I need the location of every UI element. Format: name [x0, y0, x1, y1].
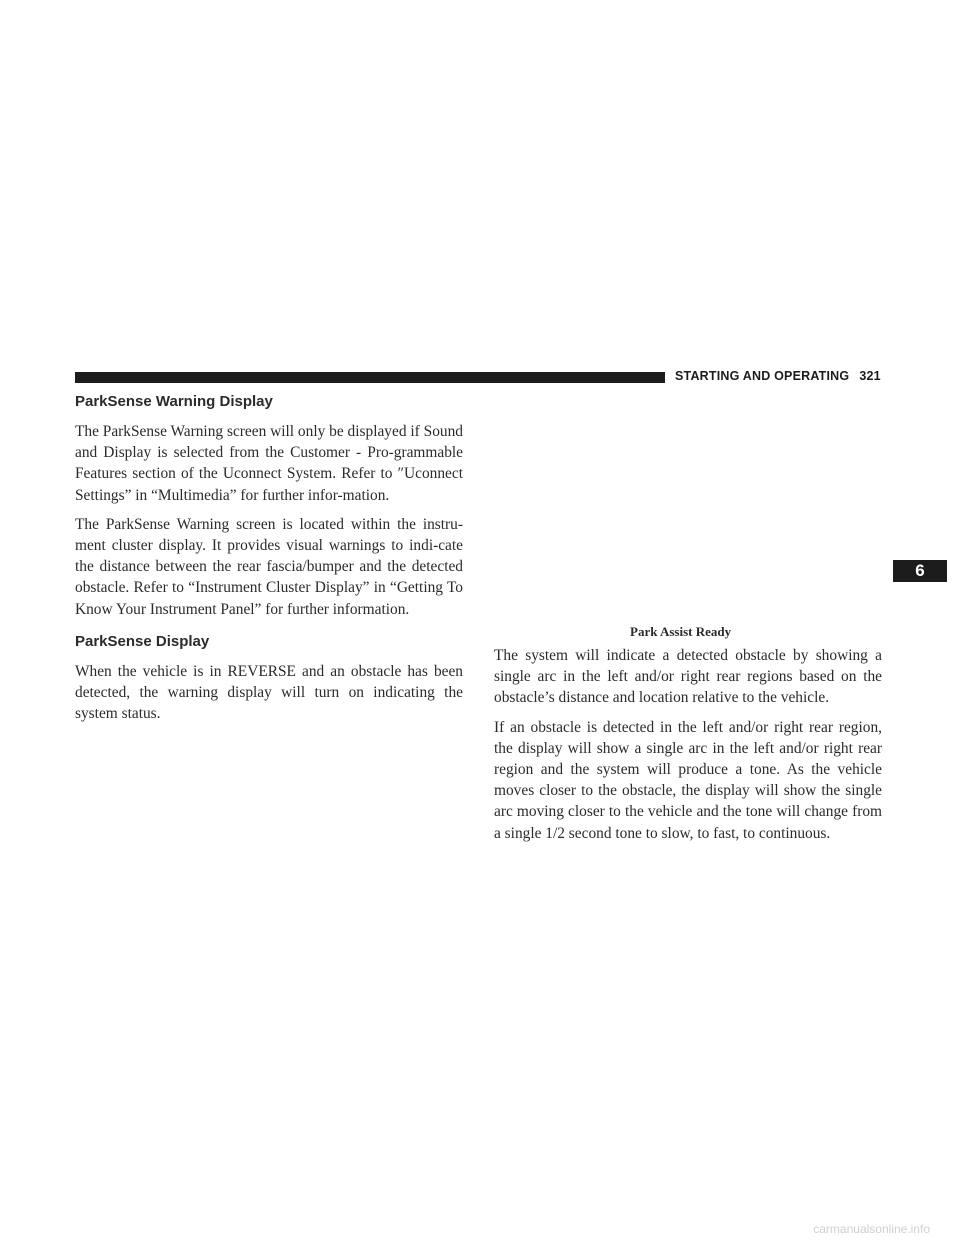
page-number: 321 — [859, 369, 881, 383]
figure-caption-text: Park Assist Ready — [630, 624, 732, 639]
left-column — [75, 392, 463, 732]
paragraph: If an obstacle is detected in the left and/or right rear region, the display will show a single arc in the left and/or right rear region and the system will produce a tone. As the vehicle moves closer to the obstacle, the display will show the single arc moving closer to the vehicle and the tone will change from a single 1/2 second tone to slow, to fast, to continuous. — [494, 718, 882, 842]
right-column — [494, 645, 882, 852]
section-title: STARTING AND OPERATING — [675, 369, 850, 383]
paragraph: When the vehicle is in REVERSE and an obstacle has been detected, the warning display will turn on indicating the system status. — [75, 662, 463, 723]
heading-parksense-warning-display: ParkSense Warning Display — [75, 393, 273, 410]
header-rule — [75, 372, 665, 383]
figure-caption — [494, 624, 960, 640]
chapter-tab: 6 — [893, 560, 947, 582]
paragraph: The ParkSense Warning screen is located within the instru-ment cluster display. It provides visual warnings to indi-cate the distance between the rear fascia/bumper and the detected obstacle. Refer to “Instrument Cluster Display” in “Getting To Know Your Instrument Panel” for further information. — [75, 515, 463, 618]
paragraph: The system will indicate a detected obstacle by showing a single arc in the left and/or right rear regions based on the obstacle’s distance and location relative to the vehicle. — [494, 647, 882, 707]
paragraph: The ParkSense Warning screen will only be displayed if Sound and Display is selected from the Customer - Pro-grammable Features section of the Uconnect System. Refer to ″Uconnect Settings” in “Multimedia” for further infor-mation. — [75, 423, 463, 504]
heading-parksense-display: ParkSense Display — [75, 632, 210, 650]
running-head — [675, 369, 881, 383]
watermark: carmanualsonline.info — [813, 1222, 930, 1236]
